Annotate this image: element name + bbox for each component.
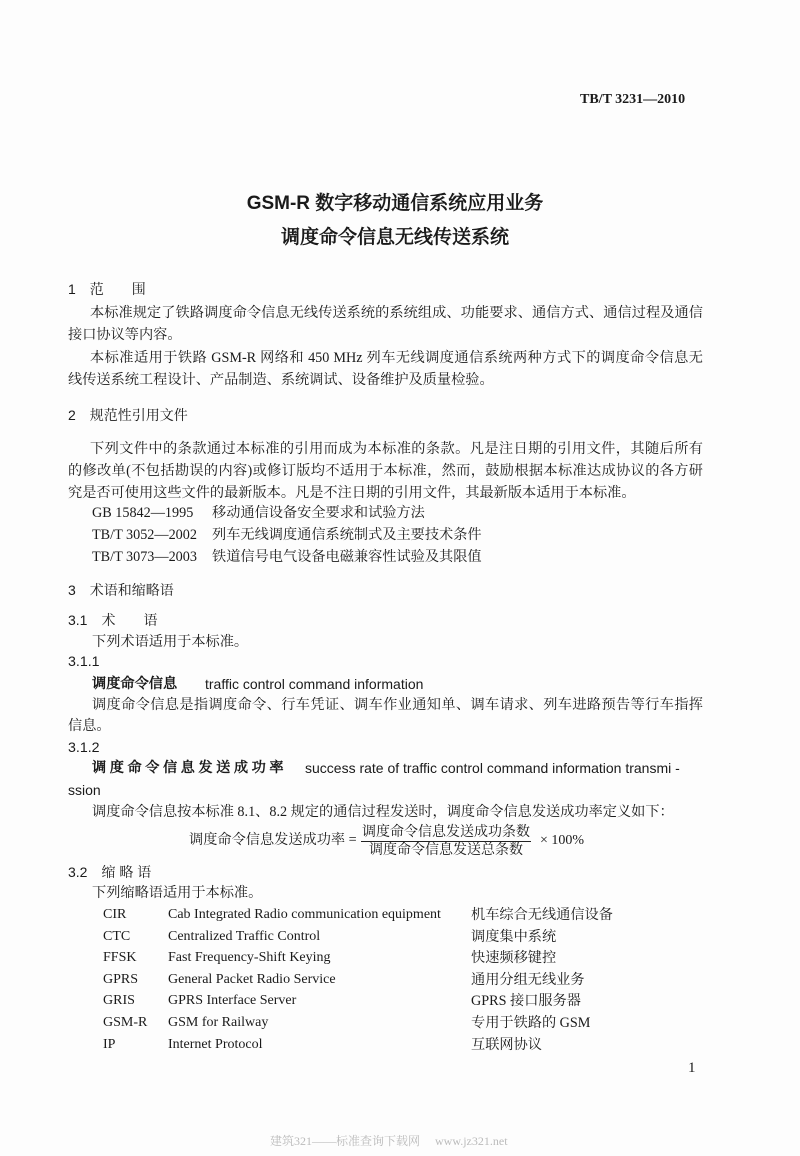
reference-title: 列车无线调度通信系统制式及主要技术条件 xyxy=(212,527,482,543)
section-3-2-heading: 3.2 缩 略 语 xyxy=(68,864,152,880)
s1-p2-line2: 线传送系统工程设计、产品制造、系统调试、设备维护及质量检验。 xyxy=(68,372,494,388)
abbreviation-abbr: GPRS xyxy=(103,971,139,987)
section-2-heading: 2 规范性引用文件 xyxy=(68,407,188,423)
abbreviation-en: GPRS Interface Server xyxy=(168,993,297,1009)
s312-def: 调度命令信息按本标准 8.1、8.2 规定的通信过程发送时，调度命令信息发送成功率定义如下： xyxy=(92,804,674,820)
s1-p1-line2: 接口协议等内容。 xyxy=(68,327,182,343)
formula-denominator: 调度命令信息发送总条数 xyxy=(369,843,523,858)
abbreviation-abbr: GSM-R xyxy=(103,1015,148,1030)
s311-term-cn: 调度命令信息 xyxy=(92,676,178,692)
title-line-1: GSM-R 数字移动通信系统应用业务 xyxy=(246,193,544,214)
abbreviation-en: Cab Integrated Radio communication equipment xyxy=(168,907,441,922)
s32-intro: 下列缩略语适用于本标准。 xyxy=(92,885,263,901)
abbreviation-cn: 调度集中系统 xyxy=(471,928,557,945)
abbreviation-cn: 快速频移键控 xyxy=(471,950,557,967)
abbreviation-abbr: IP xyxy=(103,1036,116,1052)
reference-code: TB/T 3073—2003 xyxy=(92,549,197,565)
abbreviation-abbr: CTC xyxy=(103,928,131,944)
doc-code: TB/T 3231—2010 xyxy=(580,92,686,107)
section-3-1-heading: 3.1 术 语 xyxy=(68,612,158,628)
reference-code: GB 15842—1995 xyxy=(92,505,194,521)
s312-number: 3.1.2 xyxy=(68,740,100,756)
s312-term-en-cont: ssion xyxy=(68,782,101,798)
abbreviation-cn: GPRS 接口服务器 xyxy=(471,993,581,1010)
abbreviation-abbr: CIR xyxy=(103,907,127,922)
s311-number: 3.1.1 xyxy=(68,654,100,670)
s1-p2-line1: 本标准适用于铁路 GSM-R 网络和 450 MHz 列车无线调度通信系统两种方式下的调度命令信息无 xyxy=(90,350,703,366)
s2-p-line3: 究是否可使用这些文件的最新版本。凡是不注日期的引用文件，其最新版本适用于本标准。 xyxy=(68,485,636,501)
abbreviation-abbr: GRIS xyxy=(103,993,135,1009)
formula-lhs: 调度命令信息发送成功率 = xyxy=(189,832,357,848)
abbreviation-cn: 专用于铁路的 GSM xyxy=(471,1015,591,1031)
s311-term-en: traffic control command information xyxy=(205,676,424,692)
abbreviation-en: GSM for Railway xyxy=(168,1015,269,1030)
reference-title: 铁道信号电气设备电磁兼容性试验及其限值 xyxy=(212,549,482,565)
abbreviation-cn: 通用分组无线业务 xyxy=(471,971,585,988)
section-1-heading: 1 范 围 xyxy=(68,281,146,297)
abbreviation-en: Internet Protocol xyxy=(168,1036,263,1052)
title-line-2: 调度命令信息无线传送系统 xyxy=(280,227,509,248)
reference-title: 移动通信设备安全要求和试验方法 xyxy=(212,505,425,521)
abbreviation-en: Fast Frequency-Shift Keying xyxy=(168,950,331,966)
section-3-heading: 3 术语和缩略语 xyxy=(68,582,174,598)
reference-code: TB/T 3052—2002 xyxy=(92,527,197,543)
s311-def-line2: 信息。 xyxy=(68,718,111,734)
formula-numerator: 调度命令信息发送成功条数 xyxy=(362,825,530,840)
s31-intro: 下列术语适用于本标准。 xyxy=(92,634,249,650)
watermark: 建筑321——标准查询下载网 www.jz321.net xyxy=(270,1134,508,1148)
s2-p-line2: 的修改单(不包括勘误的内容)或修订版均不适用于本标准，然而，鼓励根据本标准达成协议的各方研 xyxy=(68,463,703,479)
abbreviation-abbr: FFSK xyxy=(103,950,137,966)
formula-fraction xyxy=(361,824,531,859)
s2-p-line1: 下列文件中的条款通过本标准的引用而成为本标准的条款。凡是注日期的引用文件，其随后所有 xyxy=(90,441,703,457)
s312-term-cn: 调 度 命 令 信 息 发 送 成 功 率 xyxy=(92,760,284,776)
s311-def-line1: 调度命令信息是指调度命令、行车凭证、调车作业通知单、调车请求、列车进路预告等行车指挥 xyxy=(92,697,703,713)
s1-p1-line1: 本标准规定了铁路调度命令信息无线传送系统的系统组成、功能要求、通信方式、通信过程及通信 xyxy=(90,305,703,321)
abbreviation-cn: 机车综合无线通信设备 xyxy=(471,907,613,923)
abbreviation-en: General Packet Radio Service xyxy=(168,971,336,987)
page-number: 1 xyxy=(688,1060,696,1076)
abbreviation-cn: 互联网协议 xyxy=(471,1036,542,1053)
formula-multiplier: × 100% xyxy=(540,833,585,848)
s312-term-en: success rate of traffic control command information transmi - xyxy=(305,760,680,776)
abbreviation-en: Centralized Traffic Control xyxy=(168,928,321,944)
